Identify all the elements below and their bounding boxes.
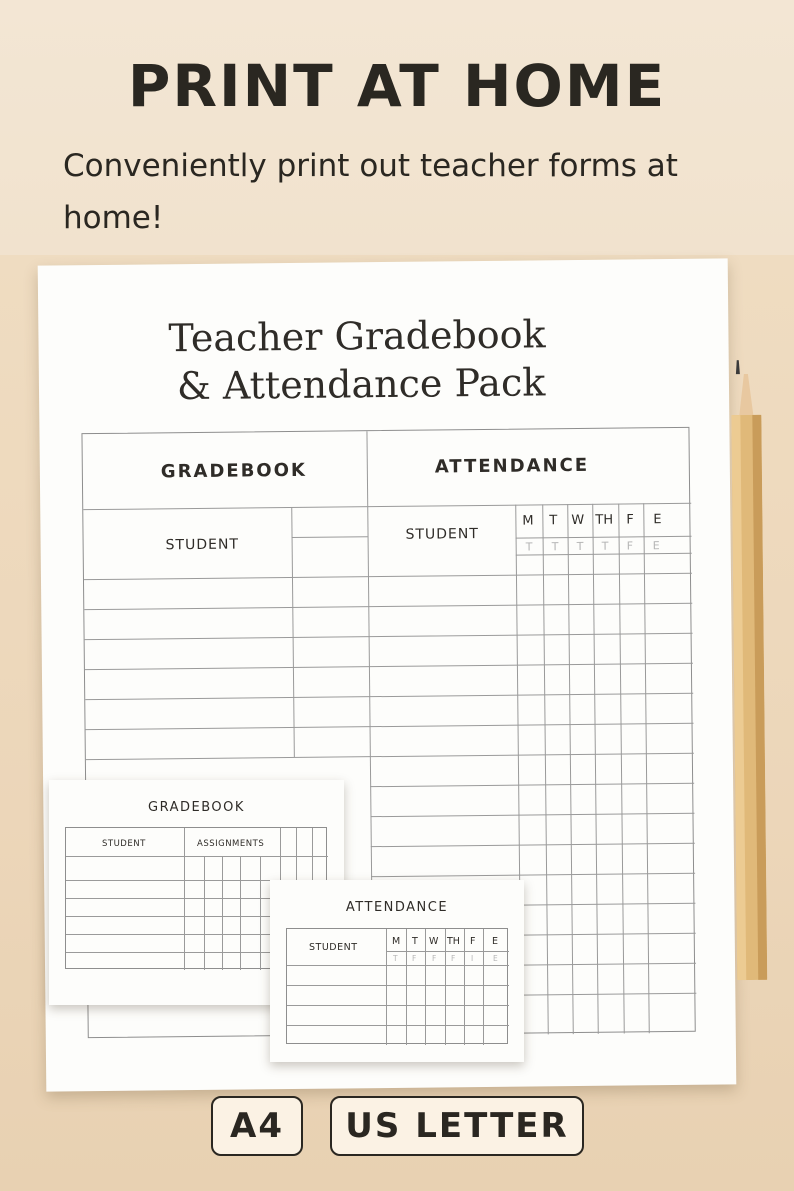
day-e: E	[653, 512, 662, 528]
card-day-f: F	[470, 936, 476, 947]
card-day-sub-3: F	[432, 954, 437, 963]
card-day-sub-1: T	[393, 954, 398, 963]
sheet-title-line-1: Teacher Gradebook	[168, 312, 546, 361]
card-day-sub-5: I	[471, 954, 474, 963]
sheet-title-line-2: & Attendance Pack	[176, 360, 546, 409]
attendance-student-label: STUDENT	[405, 526, 479, 543]
day-sub-3: T	[576, 539, 584, 554]
day-m: M	[522, 513, 534, 529]
headline: PRINT AT HOME	[127, 52, 667, 120]
gradebook-header: GRADEBOOK	[160, 459, 308, 483]
card-day-sub-6: E	[493, 954, 498, 963]
day-sub-4: T	[601, 539, 609, 553]
day-t: T	[549, 513, 558, 529]
gradebook-card-assignments-label: ASSIGNMENTS	[197, 839, 265, 849]
a4-badge: A4	[211, 1096, 303, 1156]
subtitle: Conveniently print out teacher forms at home!	[63, 148, 678, 236]
day-sub-5: F	[626, 539, 634, 553]
day-sub-1: T	[525, 540, 533, 554]
gradebook-card-student-label: STUDENT	[102, 839, 146, 849]
gradebook-student-label: STUDENT	[165, 536, 240, 554]
day-sub-2: T	[551, 540, 559, 554]
day-sub-6: E	[652, 539, 660, 553]
card-day-t: T	[412, 936, 418, 947]
attendance-card	[270, 880, 524, 1062]
sheet-title	[168, 310, 589, 410]
day-th: TH	[595, 512, 614, 528]
card-day-m: M	[392, 936, 401, 947]
day-f: F	[626, 512, 634, 528]
attendance-header: ATTENDANCE	[434, 454, 590, 478]
attendance-card-student-label: STUDENT	[309, 942, 358, 953]
card-day-w: W	[429, 936, 439, 947]
us-letter-badge: US LETTER	[330, 1096, 584, 1156]
card-day-sub-4: F	[451, 954, 456, 963]
card-day-sub-2: F	[412, 954, 417, 963]
card-day-th: TH	[447, 936, 460, 947]
day-w: W	[571, 512, 585, 529]
gradebook-card-title: GRADEBOOK	[148, 800, 245, 815]
card-day-e: E	[492, 936, 499, 947]
attendance-card-title: ATTENDANCE	[345, 900, 449, 915]
attendance-card-grid	[286, 928, 508, 1044]
